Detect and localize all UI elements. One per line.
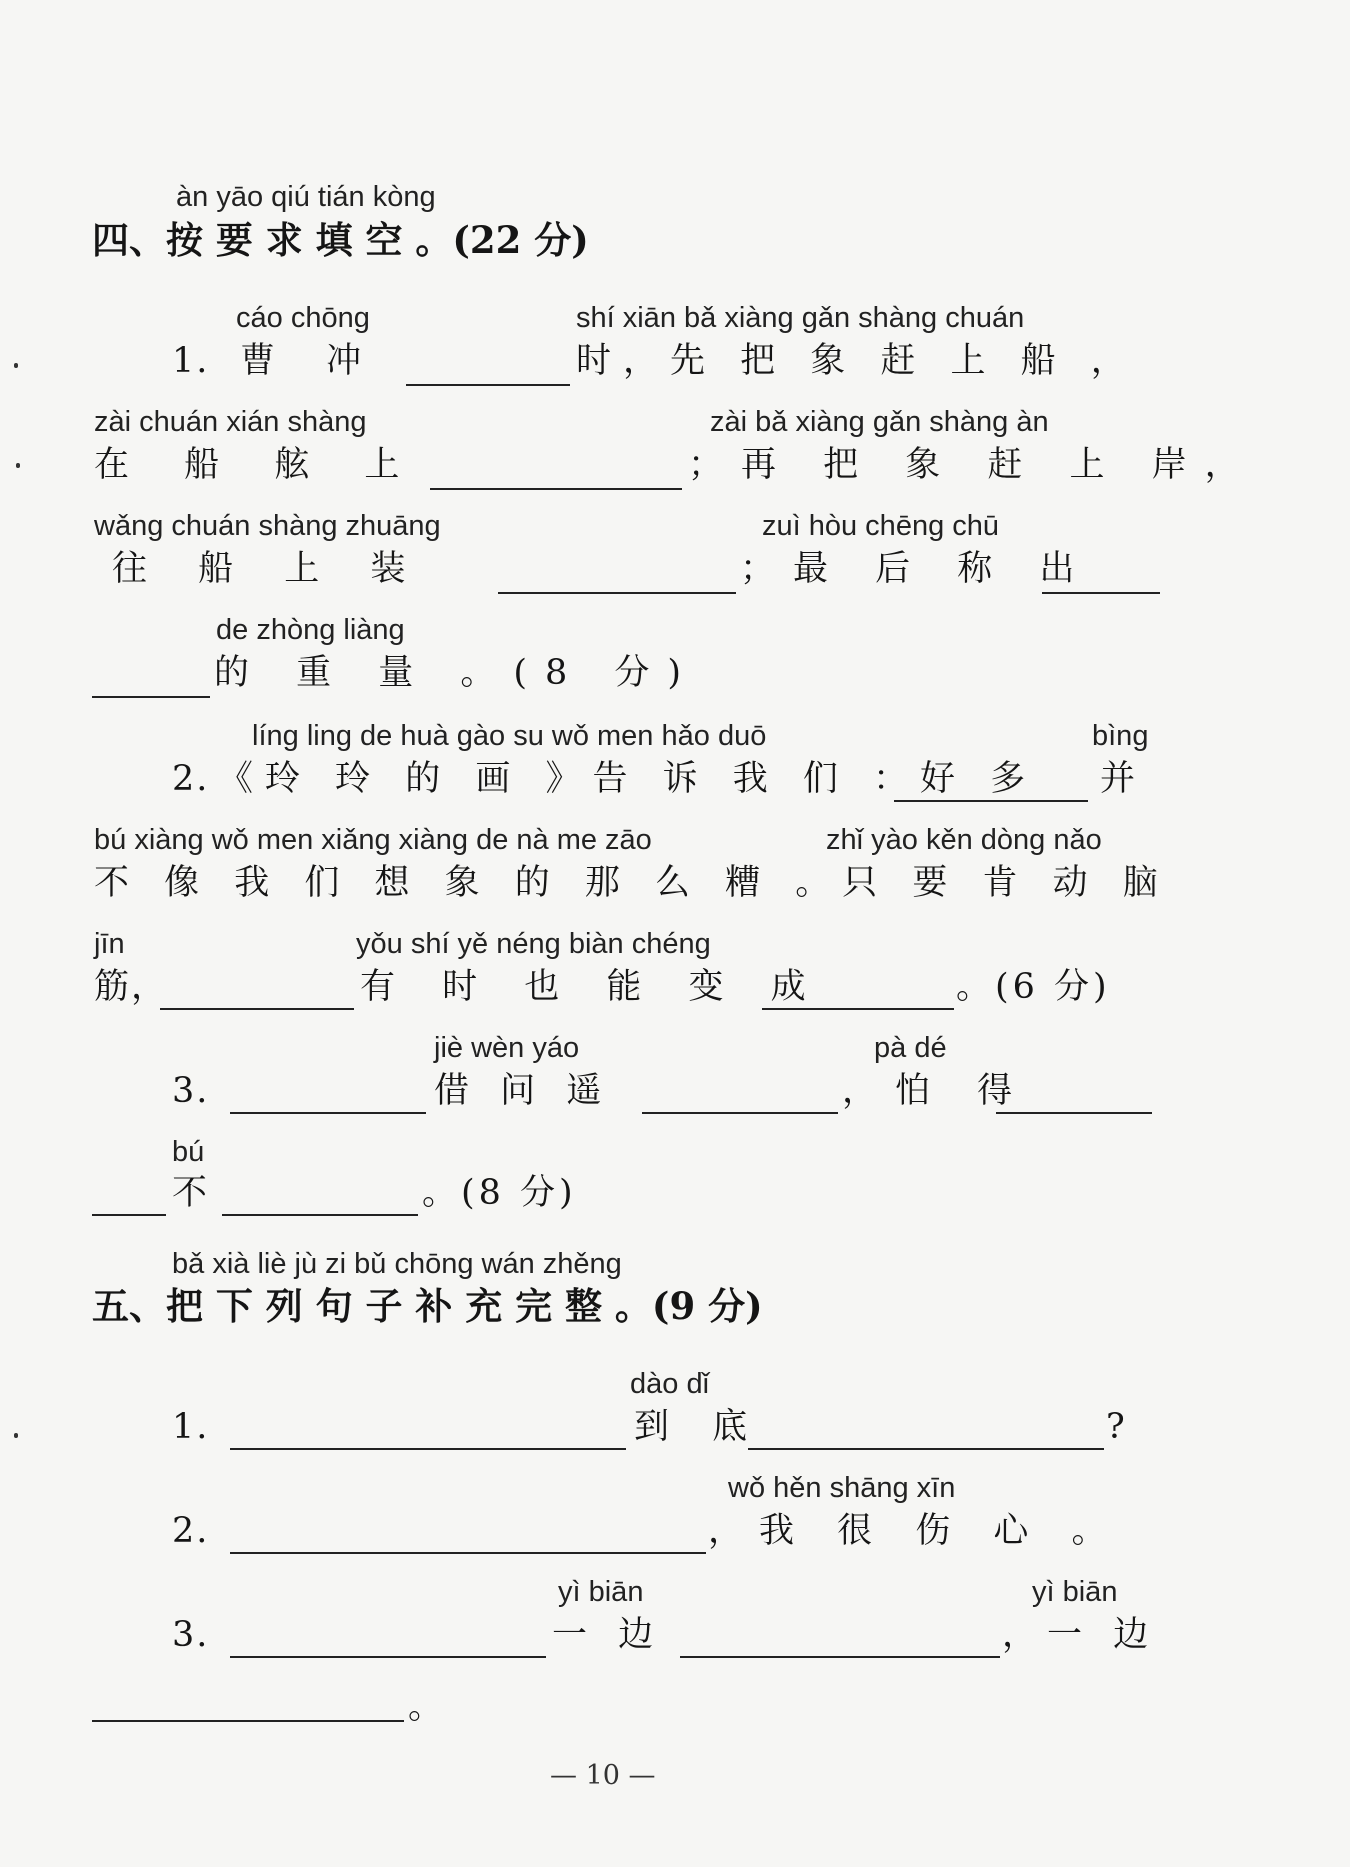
answer-blank[interactable]: [748, 1448, 1104, 1450]
answer-blank[interactable]: [996, 1112, 1152, 1114]
q2-pinyin-c1: jīn: [94, 928, 125, 960]
answer-blank[interactable]: [1042, 592, 1160, 594]
q1-caochong: 曹 冲: [240, 341, 382, 381]
answer-blank[interactable]: [894, 800, 1088, 802]
q1-pinyin-a: shí xiān bǎ xiàng gǎn shàng chuán: [576, 302, 1025, 334]
q3-text-b1: 不: [172, 1173, 210, 1213]
q2-pinyin-c2: yǒu shí yě néng biàn chéng: [356, 928, 711, 960]
s5-q3-end: 。: [408, 1687, 446, 1727]
q2-number: 2.: [172, 759, 210, 799]
s5-q1-number: 1.: [172, 1407, 210, 1447]
q1-pinyin-b2: zài bǎ xiàng gǎn shàng àn: [710, 406, 1049, 438]
answer-blank[interactable]: [222, 1214, 418, 1216]
answer-blank[interactable]: [230, 1112, 426, 1114]
q2-pinyin-b2: zhǐ yào kěn dòng nǎo: [826, 824, 1102, 856]
section5-pinyin: bǎ xià liè jù zi bǔ chōng wán zhěng: [172, 1248, 622, 1280]
s5-q3-number: 3.: [172, 1615, 210, 1655]
answer-blank[interactable]: [160, 1008, 354, 1010]
q2-pinyin-b1: bú xiàng wǒ men xiǎng xiàng de nà me zāo: [94, 824, 652, 856]
margin-mark: [14, 363, 18, 368]
q1-pinyin-b1: zài chuán xián shàng: [94, 406, 367, 438]
q1-pinyin-caochong: cáo chōng: [236, 302, 370, 334]
q2-pinyin-a1: líng ling de huà gào su wǒ men hǎo duō: [252, 720, 767, 752]
q2-pinyin-a2: bìng: [1092, 720, 1149, 752]
q3-pinyin-b: bú: [172, 1136, 205, 1168]
margin-mark: [16, 463, 20, 468]
s5-q2-number: 2.: [172, 1511, 210, 1551]
q3-text-a1: 借 问 遥: [434, 1071, 612, 1111]
answer-blank[interactable]: [230, 1448, 626, 1450]
answer-blank[interactable]: [92, 1214, 166, 1216]
q2-text-a1: 《玲 玲 的 画 》告 诉 我 们 ：好 多: [218, 759, 1038, 799]
answer-blank[interactable]: [92, 1720, 404, 1722]
q2-text-c3: 。(6 分): [956, 967, 1111, 1007]
s5-q2-text: ，我 很 伤 心 。: [708, 1511, 1123, 1551]
answer-blank[interactable]: [406, 384, 570, 386]
q1-text-a: 时，先 把 象 赶 上 船 ，: [576, 341, 1138, 381]
s5-q1-text: 到 底: [634, 1407, 764, 1447]
q1-pinyin-c2: zuì hòu chēng chū: [762, 510, 1000, 542]
s5-q3-pinyin-a: yì biān: [558, 1576, 644, 1608]
q2-text-b: 不 像 我 们 想 象 的 那 么 糟 。只 要 肯 动 脑: [94, 863, 1170, 903]
q1-text-d: 的 重 量 。(8 分): [214, 653, 700, 693]
s5-q1-end: ?: [1106, 1407, 1127, 1447]
q1-pinyin-d: de zhòng liàng: [216, 614, 405, 646]
q3-text-a2: ，怕 得: [842, 1071, 1031, 1111]
q1-text-c2: ；最 后 称 出: [740, 549, 1093, 589]
section4-title: 四、按 要 求 填 空 。(22 分): [92, 218, 589, 262]
answer-blank[interactable]: [92, 696, 210, 698]
q1-text-c1: 往 船 上 装: [112, 549, 426, 589]
margin-mark: [14, 1433, 18, 1438]
answer-blank[interactable]: [498, 592, 736, 594]
section5-title: 五、把 下 列 句 子 补 充 完 整 。(9 分): [92, 1284, 763, 1328]
answer-blank[interactable]: [430, 488, 682, 490]
q3-number: 3.: [172, 1071, 210, 1111]
s5-q3-text-a: 一 边: [552, 1615, 664, 1655]
q1-pinyin-c1: wǎng chuán shàng zhuāng: [94, 510, 441, 542]
s5-q1-pinyin: dào dǐ: [630, 1368, 710, 1400]
q3-text-b2: 。(8 分): [422, 1173, 577, 1213]
q2-text-c2: 有 时 也 能 变 成: [360, 967, 824, 1007]
section4-pinyin: àn yāo qiú tián kòng: [176, 181, 436, 213]
answer-blank[interactable]: [230, 1656, 546, 1658]
answer-blank[interactable]: [642, 1112, 838, 1114]
q3-pinyin-a2: pà dé: [874, 1032, 947, 1064]
answer-blank[interactable]: [762, 1008, 954, 1010]
q1-number: 1.: [172, 341, 210, 381]
q1-text-b2: ；再 把 象 赶 上 岸，: [688, 445, 1258, 485]
answer-blank[interactable]: [680, 1656, 1000, 1658]
q2-text-a2: 并: [1100, 759, 1138, 799]
s5-q2-pinyin: wǒ hěn shāng xīn: [728, 1472, 956, 1504]
q2-text-c1: 筋，: [94, 967, 169, 1007]
s5-q3-text-b: ，一 边: [1002, 1615, 1159, 1655]
answer-blank[interactable]: [230, 1552, 706, 1554]
q3-pinyin-a1: jiè wèn yáo: [434, 1032, 580, 1064]
q1-text-b1: 在 船 舷 上: [94, 445, 422, 485]
page-number: — 10 —: [550, 1760, 656, 1791]
s5-q3-pinyin-b: yì biān: [1032, 1576, 1118, 1608]
